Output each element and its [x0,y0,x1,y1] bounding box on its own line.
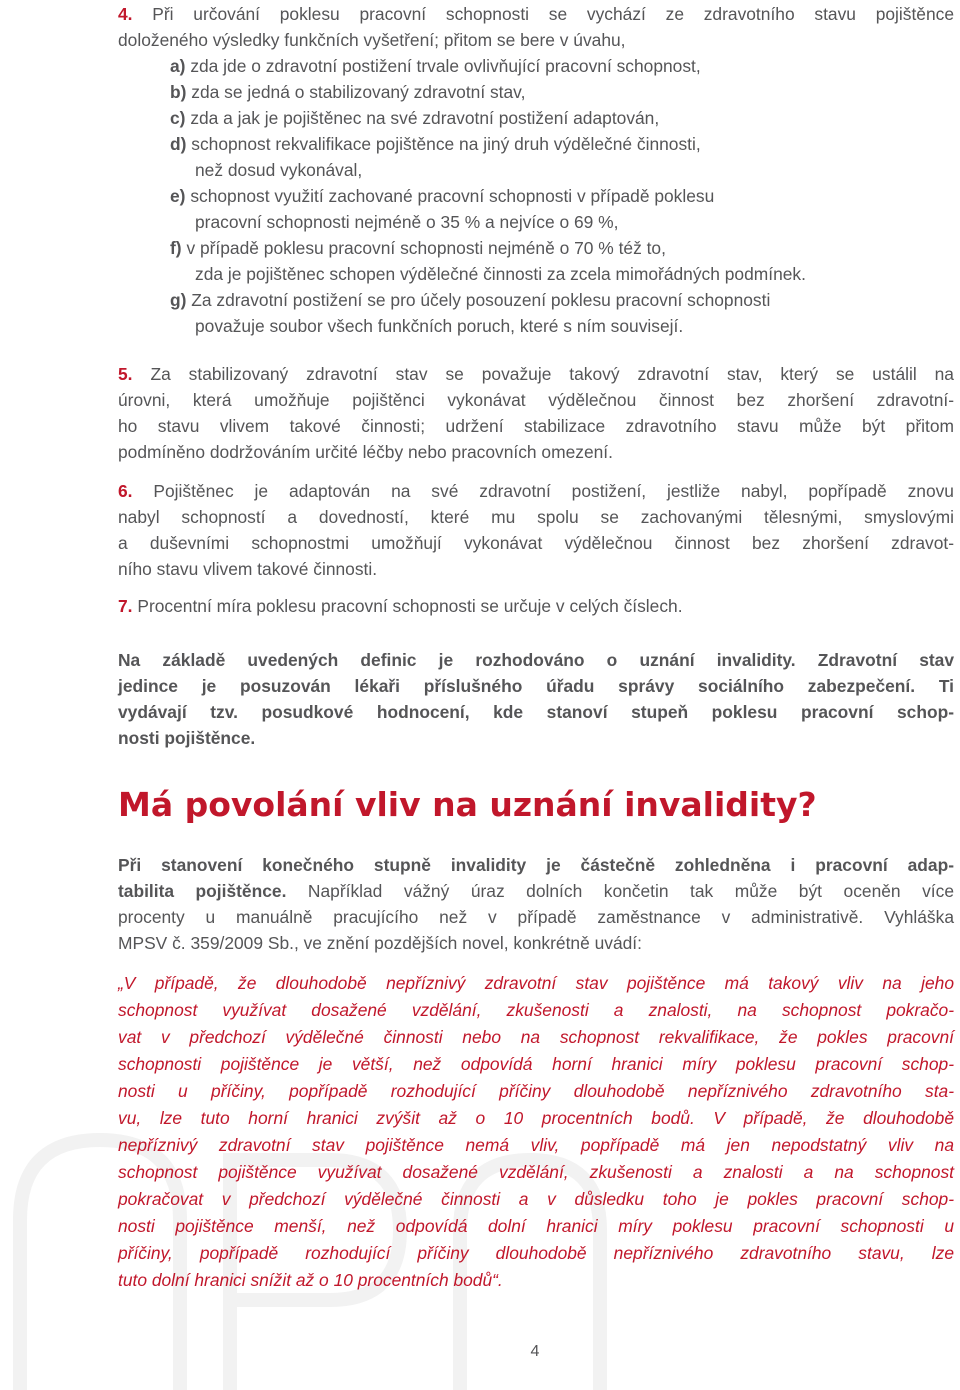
section-number: 5. [118,364,133,384]
summary-paragraph: Na základě uvedených definic je rozhodováno o uznání invalidity. Zdravotní stav jedince je posuzován lékaři příslušného úřadu správy sociálního zabezpečení. Ti vydávají tzv. posudkové hodnocení, kde stanoví stupeň poklesu pracovní schop- nosti pojištěnce. [118,650,954,748]
section-4 [118,0,954,339]
section-text: doloženého výsledky funkčních vyšetření; přitom se bere v úvahu, [118,30,626,50]
list-item-continuation: pracovní schopnosti nejméně o 35 % a nejvíce o 69 %, [195,212,619,232]
section-text: Při určování poklesu pracovní schopnosti se vychází ze zdravotního stavu pojištěnce [152,4,954,24]
section-7: 7. Procentní míra poklesu pracovní schopnosti se určuje v celých číslech. [118,596,683,616]
list-item: f) v případě poklesu pracovní schopnosti nejméně o 70 % též to, [170,238,666,258]
list-item-continuation: považuje soubor všech funkčních poruch, které s ním souvisejí. [195,316,684,336]
list-item: b) zda se jedná o stabilizovaný zdravotní stav, [170,82,526,102]
list-item: a) zda jde o zdravotní postižení trvale ovlivňující pracovní schopnost, [170,56,701,76]
list-item: c) zda a jak je pojištěnec na své zdravotní postižení adaptován, [170,108,660,128]
list-item: e) schopnost využití zachované pracovní schopnosti v případě poklesu [170,186,715,206]
lead-paragraph: Při stanovení konečného stupně invalidity je částečně zohledněna i pracovní adap- tabilita pojištěnce. Například vážný úraz dolních končetin tak může být oceněn více procenty u manuálně pracujícího než v případě zaměstnance v administrativě. Vyhláška MPSV č. 359/2009 Sb., ve znění pozdějších novel, konkrétně uvádí: [118,855,954,953]
list-item-continuation: než dosud vykonával, [195,160,363,180]
legal-quote: „V případě, že dlouhodobě nepříznivý zdravotní stav pojištěnce má takový vliv na jeho schopnost využívat dosažené vzdělání, zkušenosti a znalosti, na schopnost pokračo- vat v předchozí výdělečné činnosti nebo na schopnost rekvalifikace, že pokles pracovní schopnosti pojištěnce je větší, než odpovídá horní hranici míry poklesu pracovní schop- nosti u příčiny, popřípadě rozhodující příčiny dlouhodobě nepříznivého zdravotního sta- vu, lze tuto horní hranici zvýšit až o 10 procentních bodů. V případě, že dlouhodobě nepříznivý zdravotní stav pojištěnce nemá vliv, popřípadě má jen nepodstatný vliv na schopnost pojištěnce využívat dosažené vzdělání, zkušenosti a znalosti a na schopnost pokračovat v předchozí výdělečné činnosti a v důsledku toho je pokles pracovní schop- nosti pojištěnce menší, než odpovídá dolní hranici míry poklesu pracovní schopnosti u příčiny, popřípadě rozhodující příčiny dlouhodobě nepříznivého zdravotního stavu, lze tuto dolní hranici snížit až o 10 procentních bodů“. [118,973,954,1290]
list-item: g) Za zdravotní postižení se pro účely posouzení poklesu pracovní schopnosti [170,290,771,310]
section-number: 4. [118,4,133,24]
section-5: 5. Za stabilizovaný zdravotní stav se považuje takový zdravotní stav, který se ustálil na úrovni, která umožňuje pojištěnci vykonávat výdělečnou činnost bez zhoršení zdravotní- ho stavu vlivem takové činnosti; udržení stabilizace zdravotního stavu může být přitom podmíněno dodržováním určité léčby nebo pracovních omezení. [118,364,954,462]
section-6: 6. Pojištěnec je adaptován na své zdravotní postižení, jestliže nabyl, popřípadě znovu nabyl schopností a dovedností, které mu spolu se zachovanými tělesnými, smyslovými a duševními schopnostmi umožňují vykonávat výdělečnou činnost bez zhoršení zdravot- ního stavu vlivem takové činnosti. [118,481,954,579]
section-heading: Má povolání vliv na uznání invalidity? [118,785,817,824]
list-item-continuation: zda je pojištěnec schopen výdělečné činnosti za zcela mimořádných podmínek. [195,264,806,284]
section-number: 7. [118,596,133,616]
section-number: 6. [118,481,133,501]
criteria-list [118,53,954,339]
page-number: 4 [530,1343,540,1360]
list-item: d) schopnost rekvalifikace pojištěnce na jiný druh výdělečné činnosti, [170,134,701,154]
